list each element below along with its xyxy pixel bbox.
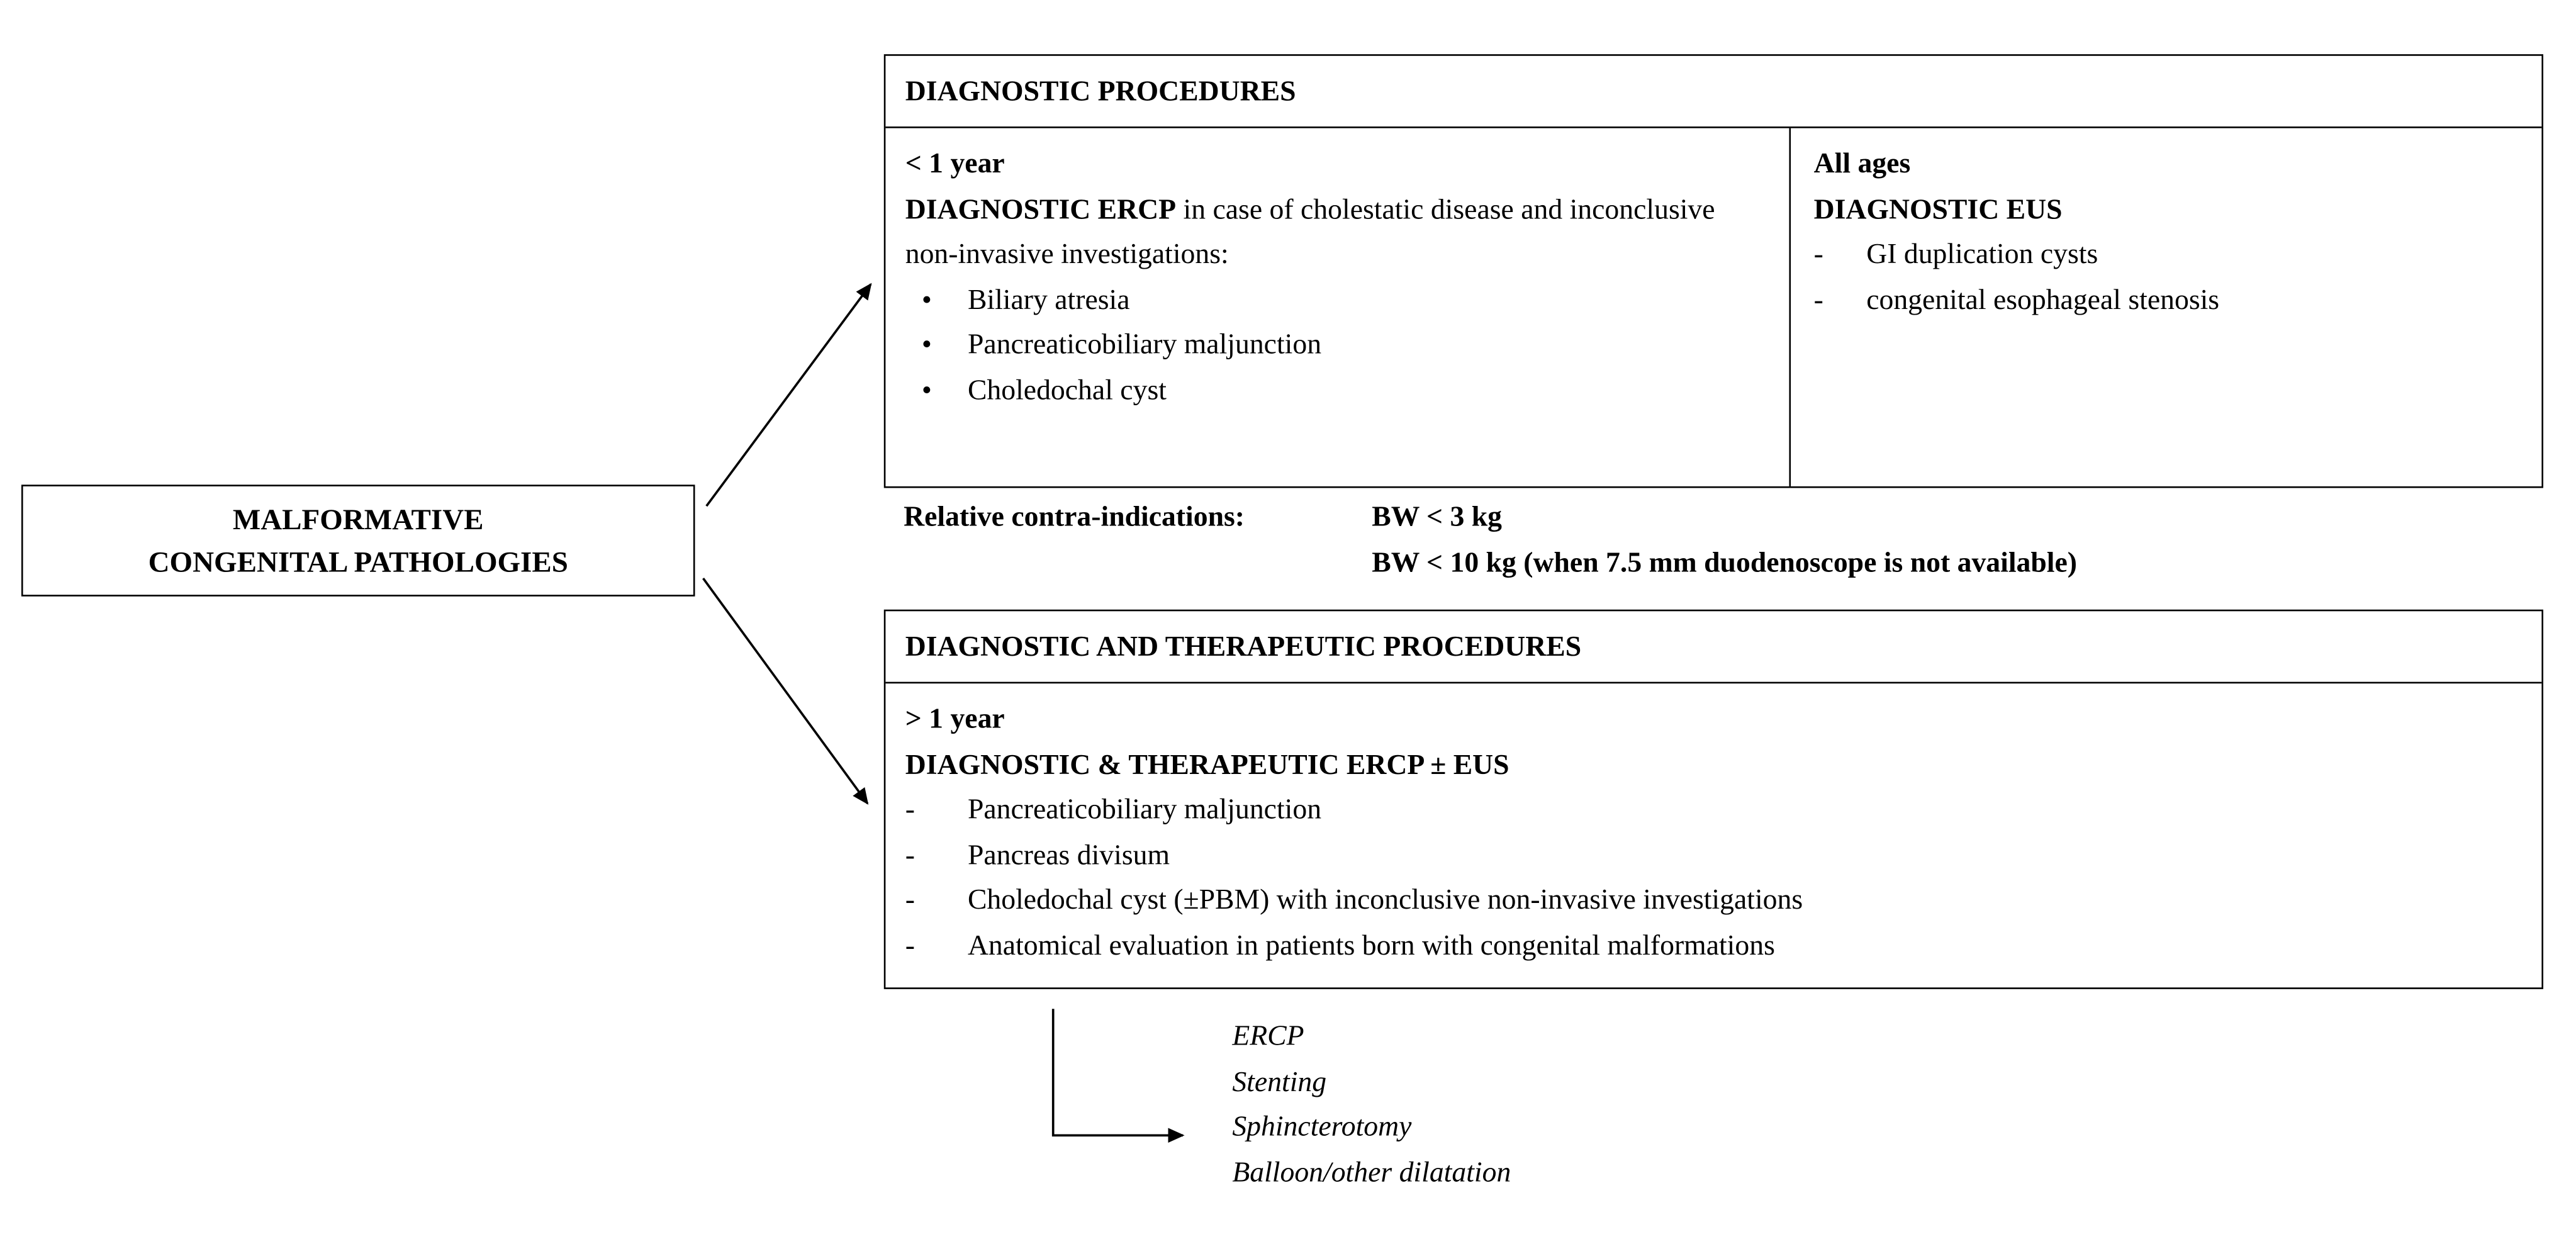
dash-marker: - — [905, 927, 915, 961]
contraindications-note — [904, 495, 2077, 585]
dash-marker: - — [905, 837, 915, 870]
list-item — [905, 322, 1769, 367]
procedure-item: ERCP — [1232, 1018, 1304, 1052]
therapeutic-heading: DIAGNOSTIC & THERAPEUTIC ERCP ± EUS — [905, 746, 1509, 780]
list-item — [905, 833, 2522, 878]
list-item-label: Pancreaticobiliary maljunction — [967, 792, 1322, 825]
contraindications-values — [1372, 495, 2077, 585]
root-node-label-line2: CONGENITAL PATHOLOGIES — [148, 545, 568, 579]
list-item-label: Choledochal cyst — [967, 372, 1167, 405]
list-item-label: Pancreas divisum — [967, 837, 1170, 870]
bullet-marker: • — [921, 281, 932, 315]
list-item-label: Anatomical evaluation in patients born with congenital malformations — [967, 927, 1775, 961]
root-node-label-line1: MALFORMATIVE — [232, 502, 484, 536]
therapeutic-procedures-box — [884, 610, 2543, 989]
therapeutic-box-body — [885, 683, 2541, 987]
ercp-age-label: < 1 year — [905, 146, 1005, 179]
contraindication-line: BW < 3 kg — [1372, 499, 1503, 532]
list-item — [905, 877, 2522, 922]
list-item-label: congenital esophageal stenosis — [1866, 281, 2220, 315]
procedure-item: Stenting — [1232, 1063, 1327, 1097]
list-item-label: Choledochal cyst (±PBM) with inconclusive non-invasive investigations — [967, 882, 1803, 916]
dash-marker: - — [905, 882, 915, 916]
contraindication-line: BW < 10 kg (when 7.5 mm duodenoscope is not available) — [1372, 544, 2078, 578]
arrow-root-to-therapeutic-icon — [697, 572, 884, 819]
diagnostic-procedures-box — [884, 54, 2543, 488]
ercp-heading-rest: in case of cholestatic disease and inconclusive non-invasive investigations: — [905, 191, 1715, 270]
procedure-item: Sphincterotomy — [1232, 1109, 1412, 1142]
ercp-column — [885, 128, 1789, 486]
list-item — [905, 367, 1769, 413]
list-item — [905, 922, 2522, 968]
dash-marker: - — [905, 792, 915, 825]
eus-column — [1789, 128, 2541, 486]
procedure-item: Balloon/other dilatation — [1232, 1154, 1511, 1187]
list-item — [1814, 277, 2519, 322]
ercp-heading — [905, 186, 1769, 277]
bullet-marker: • — [921, 327, 932, 360]
diagnostic-box-title: DIAGNOSTIC PROCEDURES — [885, 56, 2541, 128]
diagnostic-box-body — [885, 128, 2541, 486]
dash-marker: - — [1813, 281, 1823, 315]
ercp-procedures-list — [1232, 1014, 1511, 1194]
therapeutic-age-label: > 1 year — [905, 701, 1005, 735]
therapeutic-box-title: DIAGNOSTIC AND THERAPEUTIC PROCEDURES — [885, 611, 2541, 683]
list-item — [1814, 232, 2519, 277]
list-item-label: Biliary atresia — [967, 281, 1130, 315]
arrow-root-to-diagnostic-icon — [700, 269, 887, 516]
contraindications-label: Relative contra-indications: — [904, 499, 1245, 532]
list-item — [905, 787, 2522, 833]
dash-marker: - — [1813, 236, 1823, 270]
list-item — [905, 277, 1769, 322]
bullet-marker: • — [921, 372, 932, 405]
eus-age-label: All ages — [1813, 146, 1911, 179]
list-item-label: Pancreaticobiliary maljunction — [967, 327, 1322, 360]
root-node-malformative-congenital-pathologies — [21, 485, 695, 597]
ercp-heading-bold: DIAGNOSTIC ERCP — [905, 191, 1177, 225]
arrow-therapeutic-to-procedures-icon — [1041, 1002, 1222, 1153]
list-item-label: GI duplication cysts — [1866, 236, 2098, 270]
eus-heading: DIAGNOSTIC EUS — [1813, 191, 2063, 225]
